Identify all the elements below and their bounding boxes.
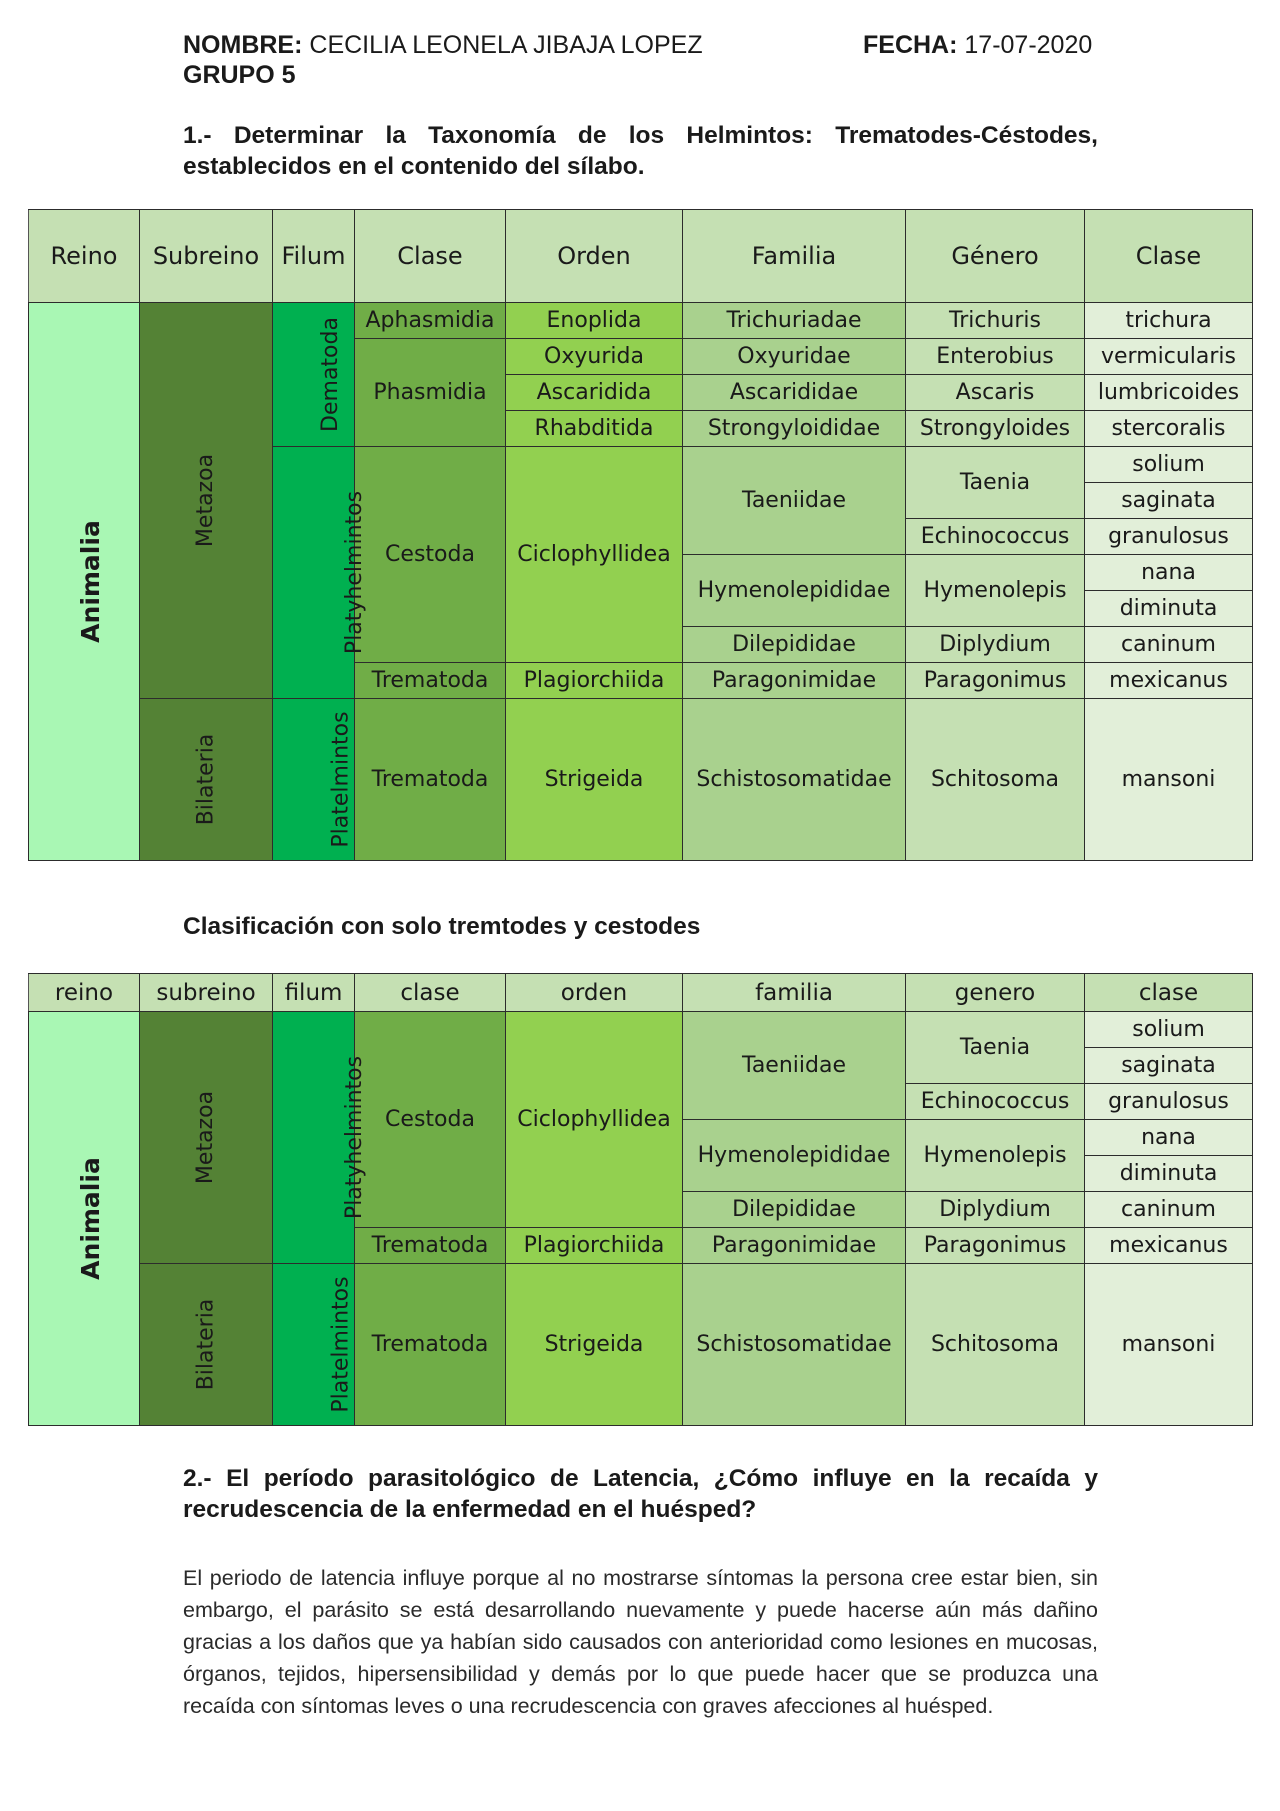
taxonomy-table-full [28,209,1253,861]
header-subreino: Subreino [140,210,273,303]
date-value: 17-07-2020 [964,31,1093,59]
especie-cell: saginata [1085,1048,1253,1084]
especie-cell: solium [1085,447,1253,483]
header-genero: genero [906,974,1085,1012]
filum-label: Platyhelmintos [342,490,368,655]
especie-cell: saginata [1085,483,1253,519]
genero-cell: Echinococcus [906,519,1085,555]
header-filum: filum [273,974,355,1012]
genero-cell: Paragonimus [906,1228,1085,1264]
familia-cell: Schistosomatidae [683,1264,906,1426]
student-name-line [183,30,703,60]
orden-cell: Ciclophyllidea [506,1012,683,1228]
header-genero: Género [906,210,1085,303]
filum-cell [273,1264,355,1426]
familia-cell: Trichuriadae [683,303,906,339]
orden-cell: Enoplida [506,303,683,339]
orden-cell: Strigeida [506,1264,683,1426]
genero-cell: Taenia [906,447,1085,519]
header-especie: Clase [1085,210,1253,303]
subreino-label: Bilateria [193,1298,219,1391]
clase-cell: Trematoda [355,663,506,699]
table-row [29,1012,1253,1048]
orden-cell: Rhabditida [506,411,683,447]
especie-cell: mexicanus [1085,663,1253,699]
table-row [29,699,1253,861]
date-line [863,30,1092,60]
header-reino: reino [29,974,140,1012]
especie-cell: solium [1085,1012,1253,1048]
especie-cell: granulosus [1085,519,1253,555]
especie-cell: mexicanus [1085,1228,1253,1264]
familia-cell: Hymenolepididae [683,1120,906,1192]
especie-cell: mansoni [1085,699,1253,861]
subreino-cell [140,1012,273,1264]
table-2-title: Clasificación con solo tremtodes y cestodes [183,913,701,940]
familia-cell: Taeniidae [683,447,906,555]
genero-cell: Hymenolepis [906,555,1085,627]
clase-cell: Trematoda [355,1228,506,1264]
header-clase: clase [355,974,506,1012]
familia-cell: Taeniidae [683,1012,906,1120]
filum-label: Platyhelmintos [342,1055,368,1220]
group-label: GRUPO 5 [183,61,296,89]
genero-cell: Echinococcus [906,1084,1085,1120]
subreino-label: Bilateria [193,733,219,826]
especie-cell: caninum [1085,1192,1253,1228]
filum-cell [273,303,355,447]
date-label: FECHA: [863,31,958,59]
name-value: CECILIA LEONELA JIBAJA LOPEZ [309,31,703,59]
especie-cell: nana [1085,555,1253,591]
taxonomy-table-trematodes-cestodes [28,973,1253,1426]
question-1-title: 1.- Determinar la Taxonomía de los Helmintos: Trematodes-Céstodes, establecidos en el contenido del sílabo. [183,122,1098,180]
orden-cell: Ciclophyllidea [506,447,683,663]
reino-label: Animalia [75,1157,105,1280]
especie-cell: diminuta [1085,591,1253,627]
table-row [29,1264,1253,1426]
header-reino: Reino [29,210,140,303]
header-orden: Orden [506,210,683,303]
familia-cell: Hymenolepididae [683,555,906,627]
orden-cell: Plagiorchiida [506,663,683,699]
subreino-cell [140,303,273,699]
orden-cell: Oxyurida [506,339,683,375]
genero-cell: Enterobius [906,339,1085,375]
subreino-cell [140,1264,273,1426]
header-familia: Familia [683,210,906,303]
genero-cell: Ascaris [906,375,1085,411]
header-clase: Clase [355,210,506,303]
filum-cell [273,1012,368,1264]
familia-cell: Ascarididae [683,375,906,411]
especie-cell: stercoralis [1085,411,1253,447]
genero-cell: Diplydium [906,1192,1085,1228]
filum-cell [273,447,368,699]
genero-cell: Strongyloides [906,411,1085,447]
familia-cell: Paragonimidae [683,663,906,699]
orden-cell: Strigeida [506,699,683,861]
orden-cell: Ascaridida [506,375,683,411]
genero-cell: Trichuris [906,303,1085,339]
familia-cell: Dilepididae [683,627,906,663]
especie-cell: vermicularis [1085,339,1253,375]
subreino-label: Metazoa [193,1090,219,1185]
table-row [29,303,1253,339]
especie-cell: granulosus [1085,1084,1253,1120]
header-especie: clase [1085,974,1253,1012]
orden-cell: Plagiorchiida [506,1228,683,1264]
header-familia: familia [683,974,906,1012]
header-orden: orden [506,974,683,1012]
header-filum: Filum [273,210,355,303]
filum-cell [273,699,355,861]
subreino-cell [140,699,273,861]
especie-cell: caninum [1085,627,1253,663]
clase-cell: Cestoda [355,447,506,663]
genero-cell: Taenia [906,1012,1085,1084]
especie-cell: lumbricoides [1085,375,1253,411]
filum-label: Platelmintos [328,1276,354,1413]
familia-cell: Paragonimidae [683,1228,906,1264]
clase-cell: Phasmidia [355,339,506,447]
genero-cell: Schitosoma [906,1264,1085,1426]
especie-cell: mansoni [1085,1264,1253,1426]
genero-cell: Paragonimus [906,663,1085,699]
especie-cell: trichura [1085,303,1253,339]
header-row [29,210,1253,303]
filum-label: Platelmintos [328,711,354,848]
genero-cell: Diplydium [906,627,1085,663]
question-2-title: 2.- El período parasitológico de Latencia, ¿Cómo influye en la recaída y recrudescencia de la enfermedad en el huésped? [183,1465,1098,1523]
reino-cell [29,303,140,861]
clase-cell: Trematoda [355,1264,506,1426]
header-subreino: subreino [140,974,273,1012]
reino-cell [29,1012,140,1426]
familia-cell: Strongyloididae [683,411,906,447]
clase-cell: Trematoda [355,699,506,861]
filum-label: Dematoda [317,317,343,432]
genero-cell: Hymenolepis [906,1120,1085,1192]
header-row [29,974,1253,1012]
subreino-label: Metazoa [193,453,219,548]
name-label: NOMBRE: [183,31,303,59]
clase-cell: Cestoda [355,1012,506,1228]
question-2-answer: El periodo de latencia influye porque al no mostrarse síntomas la persona cree estar bien, sin embargo, el parásito se está desarrollando nuevamente y puede hacerse aún más dañino gracias a los daños que ya habían sido causados con anterioridad como lesiones en mucosas, órganos, tejidos, hipersensibilidad y demás por lo que puede hacer que se produzca una recaída con síntomas leves o una recrudescencia con graves afecciones al huésped. [183,1566,1098,1718]
especie-cell: nana [1085,1120,1253,1156]
reino-label: Animalia [75,520,105,643]
genero-cell: Schitosoma [906,699,1085,861]
clase-cell: Aphasmidia [355,303,506,339]
familia-cell: Oxyuridae [683,339,906,375]
especie-cell: diminuta [1085,1156,1253,1192]
familia-cell: Schistosomatidae [683,699,906,861]
familia-cell: Dilepididae [683,1192,906,1228]
